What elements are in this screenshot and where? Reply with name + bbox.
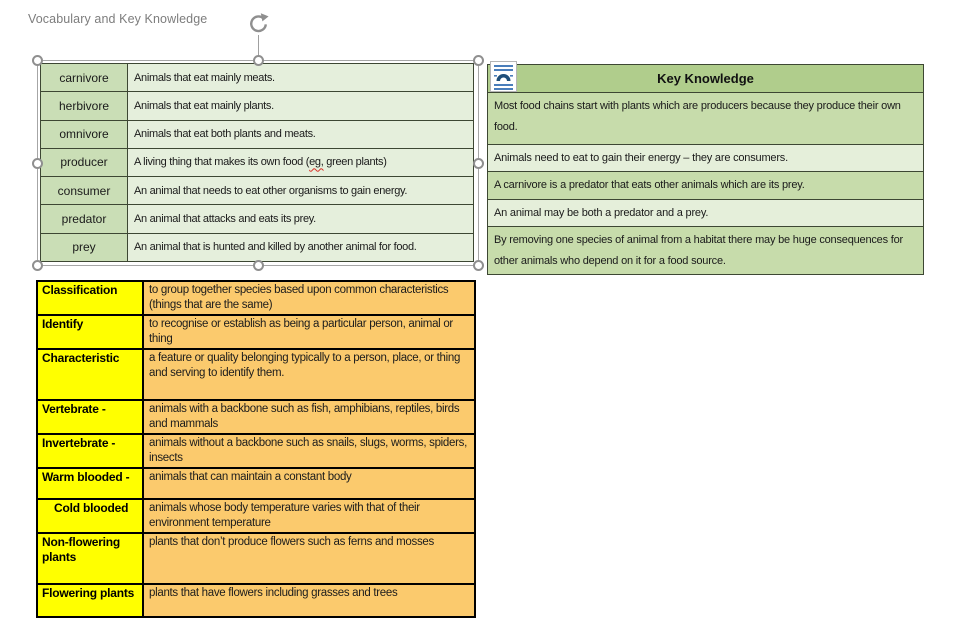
misspelled-word: eg, — [309, 156, 324, 169]
term-cell[interactable]: Invertebrate - — [37, 434, 143, 468]
term-cell[interactable]: Cold blooded — [37, 499, 143, 533]
definition-cell[interactable]: to group together species based upon common characteristics (things that are the same) — [143, 281, 475, 315]
object-layout-icon[interactable] — [490, 61, 517, 97]
resize-handle-n[interactable] — [253, 55, 264, 66]
classification-row — [37, 315, 475, 349]
term-cell[interactable]: prey — [41, 233, 128, 261]
classification-row — [37, 533, 475, 584]
vocabulary-row — [41, 233, 474, 261]
definition-cell[interactable]: animals whose body temperature varies with that of their environment temperature — [143, 499, 475, 533]
term-cell[interactable]: predator — [41, 205, 128, 233]
definition-cell[interactable]: A living thing that makes its own food (eg, green plants) — [128, 148, 474, 176]
resize-handle-e[interactable] — [473, 158, 484, 169]
key-knowledge-row — [488, 93, 924, 145]
vocabulary-table-body — [41, 64, 474, 262]
classification-row — [37, 434, 475, 468]
vocabulary-row — [41, 177, 474, 205]
rotate-clockwise-icon[interactable] — [246, 11, 271, 41]
resize-handle-s[interactable] — [253, 260, 264, 271]
key-knowledge-header[interactable]: Key Knowledge — [488, 65, 924, 93]
term-cell[interactable]: Characteristic — [37, 349, 143, 400]
term-cell[interactable]: herbivore — [41, 92, 128, 120]
key-knowledge-row — [488, 200, 924, 227]
classification-table-body — [37, 281, 475, 617]
definition-cell[interactable]: An animal that attacks and eats its prey. — [128, 205, 474, 233]
classification-row — [37, 468, 475, 499]
definition-cell[interactable]: animals without a backbone such as snails, slugs, worms, spiders, insects — [143, 434, 475, 468]
term-cell[interactable]: Flowering plants — [37, 584, 143, 617]
vocabulary-row — [41, 205, 474, 233]
classification-table[interactable] — [36, 280, 476, 618]
resize-handle-se[interactable] — [473, 260, 484, 271]
definition-cell[interactable]: An animal that needs to eat other organisms to gain energy. — [128, 177, 474, 205]
term-cell[interactable]: carnivore — [41, 64, 128, 92]
definition-cell[interactable]: Animals that eat both plants and meats. — [128, 120, 474, 148]
definition-cell[interactable]: Animals that eat mainly plants. — [128, 92, 474, 120]
vocabulary-row — [41, 64, 474, 92]
classification-row — [37, 349, 475, 400]
key-knowledge-table[interactable] — [487, 64, 924, 275]
term-cell[interactable]: producer — [41, 148, 128, 176]
vocabulary-table[interactable] — [40, 63, 474, 262]
key-knowledge-fact[interactable]: Most food chains start with plants which are producers because they produce their own food. — [488, 93, 924, 145]
classification-row — [37, 584, 475, 617]
page-title: Vocabulary and Key Knowledge — [28, 12, 208, 26]
definition-cell[interactable]: plants that don’t produce flowers such as ferns and mosses — [143, 533, 475, 584]
definition-cell[interactable]: plants that have flowers including grasses and trees — [143, 584, 475, 617]
key-knowledge-fact[interactable]: A carnivore is a predator that eats other animals which are its prey. — [488, 172, 924, 200]
resize-handle-nw[interactable] — [32, 55, 43, 66]
definition-cell[interactable]: animals with a backbone such as fish, amphibians, reptiles, birds and mammals — [143, 400, 475, 434]
classification-row — [37, 499, 475, 533]
key-knowledge-row — [488, 145, 924, 172]
term-cell[interactable]: Non-flowering plants — [37, 533, 143, 584]
key-knowledge-row — [488, 227, 924, 275]
term-cell[interactable]: omnivore — [41, 120, 128, 148]
resize-handle-sw[interactable] — [32, 260, 43, 271]
vocabulary-row — [41, 120, 474, 148]
term-cell[interactable]: consumer — [41, 177, 128, 205]
key-knowledge-fact[interactable]: Animals need to eat to gain their energy – they are consumers. — [488, 145, 924, 172]
definition-cell[interactable]: a feature or quality belonging typically to a person, place, or thing and serving to identify them. — [143, 349, 475, 400]
resize-handle-w[interactable] — [32, 158, 43, 169]
resize-handle-ne[interactable] — [473, 55, 484, 66]
key-knowledge-fact[interactable]: By removing one species of animal from a habitat there may be huge consequences for other animals who depend on it for a food source. — [488, 227, 924, 275]
definition-cell[interactable]: An animal that is hunted and killed by another animal for food. — [128, 233, 474, 261]
classification-row — [37, 400, 475, 434]
term-cell[interactable]: Vertebrate - — [37, 400, 143, 434]
term-cell[interactable]: Warm blooded - — [37, 468, 143, 499]
key-knowledge-row — [488, 172, 924, 200]
key-knowledge-fact[interactable]: An animal may be both a predator and a prey. — [488, 200, 924, 227]
classification-row — [37, 281, 475, 315]
definition-cell[interactable]: to recognise or establish as being a particular person, animal or thing — [143, 315, 475, 349]
term-cell[interactable]: Classification — [37, 281, 143, 315]
definition-cell[interactable]: animals that can maintain a constant body — [143, 468, 475, 499]
term-cell[interactable]: Identify — [37, 315, 143, 349]
definition-cell[interactable]: Animals that eat mainly meats. — [128, 64, 474, 92]
key-knowledge-table-body — [488, 65, 924, 275]
vocabulary-row — [41, 92, 474, 120]
vocabulary-row — [41, 148, 474, 176]
